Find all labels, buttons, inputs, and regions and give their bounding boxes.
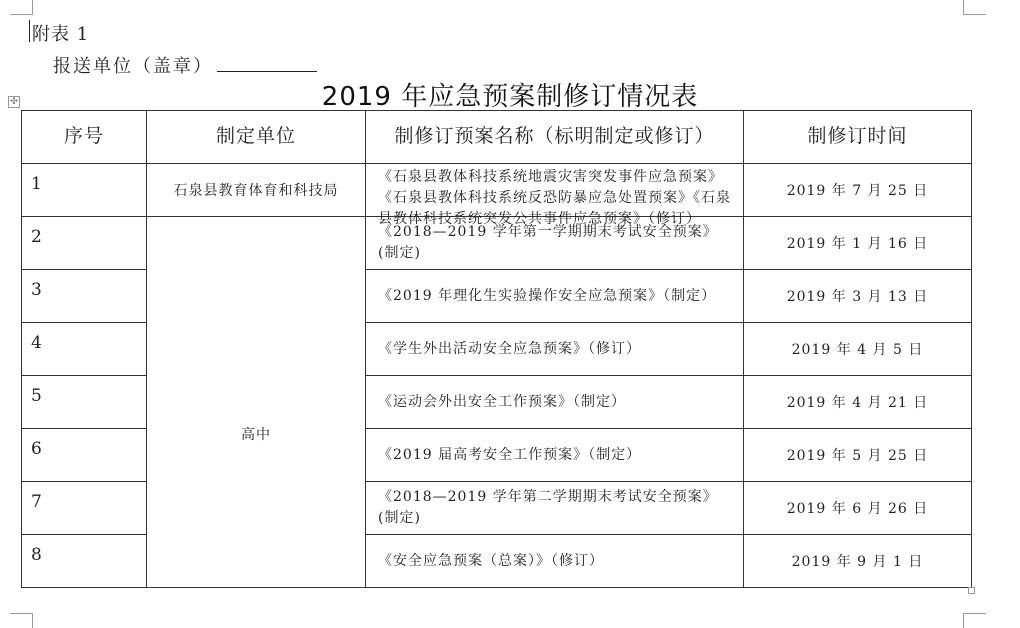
plan-revision-table[interactable] [21, 110, 972, 588]
appendix-label[interactable]: 附表 1 [32, 24, 90, 45]
cell-serial[interactable]: 2 [22, 217, 147, 270]
table-row [22, 164, 972, 217]
cell-serial[interactable]: 1 [22, 164, 147, 217]
cell-serial[interactable]: 3 [22, 270, 147, 323]
cell-date[interactable]: 2019 年 4 月 21 日 [744, 376, 972, 429]
cell-date[interactable]: 2019 年 9 月 1 日 [744, 535, 972, 588]
cell-serial[interactable]: 6 [22, 429, 147, 482]
cell-serial[interactable]: 7 [22, 482, 147, 535]
table-header-row [22, 111, 972, 164]
page-corner-mark-bottom-left [10, 613, 33, 628]
page-corner-mark-bottom-right [963, 613, 986, 628]
cell-date[interactable]: 2019 年 3 月 13 日 [744, 270, 972, 323]
cell-unit[interactable]: 石泉县教育体育和科技局 [147, 164, 366, 217]
header-serial[interactable]: 序号 [22, 111, 147, 164]
document-title[interactable]: 2019 年应急预案制修订情况表 [321, 82, 699, 112]
reporting-unit-blank[interactable] [217, 55, 317, 72]
text-cursor [29, 20, 30, 42]
cell-serial[interactable]: 8 [22, 535, 147, 588]
cell-serial[interactable]: 5 [22, 376, 147, 429]
table-resize-handle[interactable] [968, 587, 975, 594]
cell-plan-name[interactable]: 《2018—2019 学年第二学期期末考试安全预案》(制定) [366, 482, 744, 535]
reporting-unit-label: 报送单位（盖章） [53, 56, 213, 77]
header-unit[interactable]: 制定单位 [147, 111, 366, 164]
cell-date[interactable]: 2019 年 7 月 25 日 [744, 164, 972, 217]
page-corner-mark-top-left [10, 0, 33, 15]
table-move-handle-icon[interactable]: ✣ [8, 96, 20, 108]
cell-date[interactable]: 2019 年 4 月 5 日 [744, 323, 972, 376]
cell-serial[interactable]: 4 [22, 323, 147, 376]
cell-plan-name[interactable] [366, 164, 744, 227]
cell-unit-merged[interactable]: 高中 [147, 217, 366, 588]
page-corner-mark-top-right [963, 0, 986, 15]
cell-plan-name[interactable]: 《安全应急预案（总案）》（修订） [366, 535, 744, 588]
reporting-unit-line[interactable] [53, 52, 317, 78]
cell-plan-name[interactable]: 《运动会外出安全工作预案》（制定） [366, 376, 744, 429]
cell-date[interactable]: 2019 年 6 月 26 日 [744, 482, 972, 535]
table-row [22, 217, 972, 270]
cell-plan-name[interactable]: 《2019 届高考安全工作预案》（制定） [366, 429, 744, 482]
cell-plan-name[interactable]: 《学生外出活动安全应急预案》（修订） [366, 323, 744, 376]
cell-plan-name[interactable]: 《2018—2019 学年第一学期期末考试安全预案》(制定) [366, 217, 744, 270]
cell-date[interactable]: 2019 年 1 月 16 日 [744, 217, 972, 270]
header-plan-name[interactable]: 制修订预案名称（标明制定或修订） [366, 111, 744, 164]
cell-date[interactable]: 2019 年 5 月 25 日 [744, 429, 972, 482]
header-revision-time[interactable]: 制修订时间 [744, 111, 972, 164]
cell-plan-name[interactable]: 《2019 年理化生实验操作安全应急预案》（制定） [366, 270, 744, 323]
cell-plan-name-text: 《石泉县教体科技系统地震灾害突发事件应急预案》《石泉县教体科技系统反恐防暴应急处置预案》《石泉县教体科技系统突发公共事件应急预案》（修订） [378, 169, 731, 227]
